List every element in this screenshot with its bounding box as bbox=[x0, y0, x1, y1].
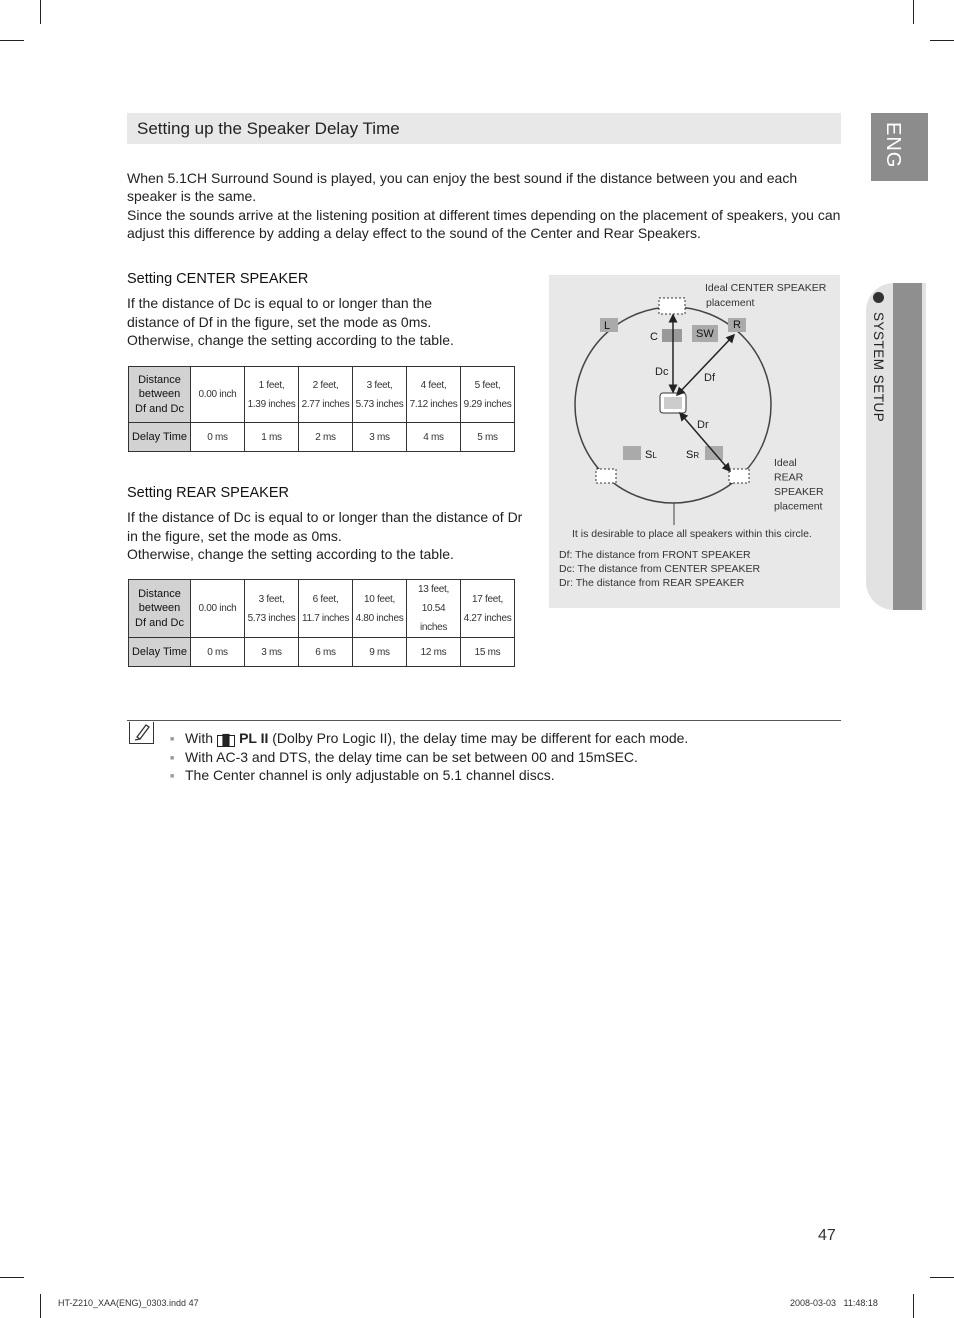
ideal-rear-right-box bbox=[729, 469, 749, 483]
ideal-center-box bbox=[659, 298, 685, 314]
crop-mark bbox=[0, 40, 24, 41]
distance-cell: 1 feet, 1.39 inches bbox=[245, 367, 299, 423]
speaker-c-icon bbox=[662, 329, 682, 342]
distance-cell: 3 feet, 5.73 inches bbox=[353, 367, 407, 423]
section-tab-strip bbox=[893, 283, 922, 610]
table-row-header: Delay Time bbox=[129, 638, 191, 667]
speaker-c-label: C bbox=[650, 331, 658, 343]
distance-cell: 4 feet, 7.12 inches bbox=[407, 367, 461, 423]
rear-delay-table bbox=[128, 579, 515, 667]
center-speaker-heading: Setting CENTER SPEAKER bbox=[127, 271, 309, 287]
note-item: ■ With AC-3 and DTS, the delay time can be set between 00 and 15mSEC. bbox=[170, 748, 688, 767]
rear-speaker-heading: Setting REAR SPEAKER bbox=[127, 485, 289, 501]
distance-cell: 0.00 inch bbox=[191, 367, 245, 423]
section-title: Setting up the Speaker Delay Time bbox=[137, 119, 400, 138]
ideal-rear-left-box bbox=[596, 469, 616, 483]
legend-df: Df: The distance from FRONT SPEAKER bbox=[559, 549, 751, 561]
delay-cell: 4 ms bbox=[407, 423, 461, 452]
delay-cell: 15 ms bbox=[461, 638, 515, 667]
distance-cell: 0.00 inch bbox=[191, 580, 245, 638]
df-label: Df bbox=[704, 372, 715, 384]
section-title-bar bbox=[127, 113, 841, 144]
dolby-icon: ▐▌ bbox=[218, 735, 234, 746]
crop-mark bbox=[930, 1277, 954, 1278]
distance-cell: 13 feet, 10.54 inches bbox=[407, 580, 461, 638]
delay-cell: 5 ms bbox=[461, 423, 515, 452]
crop-mark bbox=[40, 1294, 41, 1318]
ideal-rear-label: Ideal REAR SPEAKER placement bbox=[774, 457, 824, 513]
section-tab-label: SYSTEM SETUP bbox=[871, 312, 886, 423]
table-row-header: Distance between Df and Dc bbox=[129, 580, 191, 638]
speaker-sw-label: SW bbox=[696, 328, 714, 340]
language-tab bbox=[871, 113, 928, 181]
df-arrow bbox=[677, 335, 734, 395]
crop-mark bbox=[913, 0, 914, 24]
rear-line: If the distance of Dc is equal to or longer than the distance of Dr bbox=[127, 509, 523, 525]
delay-cell: 0 ms bbox=[191, 638, 245, 667]
speaker-r-label: R bbox=[733, 319, 741, 331]
speaker-placement-diagram bbox=[549, 275, 840, 608]
intro-text bbox=[127, 169, 841, 242]
crop-mark bbox=[913, 1294, 914, 1318]
rear-line: Otherwise, change the setting according to the table. bbox=[127, 546, 454, 562]
table-row-header: Distance between Df and Dc bbox=[129, 367, 191, 423]
footer-timestamp: 2008-03-03 11:48:18 bbox=[790, 1298, 878, 1308]
crop-mark bbox=[0, 1277, 24, 1278]
intro-paragraph: Since the sounds arrive at the listening position at different times depending on the placement of speakers, you can adjust this difference by adding a delay effect to the sound of the Center and Rear Speakers. bbox=[127, 206, 841, 241]
distance-cell: 2 feet, 2.77 inches bbox=[299, 367, 353, 423]
page-number: 47 bbox=[818, 1227, 836, 1244]
dc-label: Dc bbox=[655, 366, 669, 378]
language-tab-label: ENG bbox=[882, 122, 904, 169]
note-icon bbox=[129, 722, 154, 744]
center-line: Otherwise, change the setting according to the table. bbox=[127, 332, 454, 348]
speaker-sr-label: SR bbox=[686, 449, 700, 461]
note-item: ■ With ▐▌ PL II (Dolby Pro Logic II), the delay time may be different for each mode. bbox=[170, 729, 688, 748]
notes-list bbox=[170, 729, 688, 785]
center-line: distance of Df in the figure, set the mode as 0ms. bbox=[127, 313, 432, 330]
delay-cell: 1 ms bbox=[245, 423, 299, 452]
table-row-header: Delay Time bbox=[129, 423, 191, 452]
delay-cell: 9 ms bbox=[353, 638, 407, 667]
rear-line: in the figure, set the mode as 0ms. bbox=[127, 527, 342, 544]
circle-note: It is desirable to place all speakers within this circle. bbox=[572, 528, 812, 540]
center-delay-table bbox=[128, 366, 515, 452]
delay-cell: 3 ms bbox=[353, 423, 407, 452]
center-line: If the distance of Dc is equal to or longer than the bbox=[127, 295, 433, 311]
speaker-l-label: L bbox=[604, 320, 611, 332]
distance-cell: 3 feet, 5.73 inches bbox=[245, 580, 299, 638]
distance-cell: 5 feet, 9.29 inches bbox=[461, 367, 515, 423]
note-divider bbox=[127, 720, 841, 721]
legend-dc: Dc: The distance from CENTER SPEAKER bbox=[559, 563, 761, 575]
distance-cell: 6 feet, 11.7 inches bbox=[299, 580, 353, 638]
speaker-sl-label: SL bbox=[645, 449, 657, 461]
bullet-icon bbox=[873, 292, 884, 303]
center-speaker-text bbox=[127, 294, 527, 350]
crop-mark bbox=[40, 0, 41, 24]
crop-mark bbox=[930, 40, 954, 41]
footer-file-info: HT-Z210_XAA(ENG)_0303.indd 47 bbox=[58, 1298, 199, 1308]
ideal-center-label: Ideal CENTER SPEAKER placement bbox=[705, 282, 827, 309]
delay-cell: 12 ms bbox=[407, 638, 461, 667]
delay-cell: 2 ms bbox=[299, 423, 353, 452]
note-item: ■ The Center channel is only adjustable on 5.1 channel discs. bbox=[170, 766, 688, 785]
dr-label: Dr bbox=[697, 419, 709, 431]
delay-cell: 0 ms bbox=[191, 423, 245, 452]
distance-cell: 17 feet, 4.27 inches bbox=[461, 580, 515, 638]
intro-paragraph: When 5.1CH Surround Sound is played, you can enjoy the best sound if the distance between you and each speaker is the same. bbox=[127, 170, 798, 205]
distance-cell: 10 feet, 4.80 inches bbox=[353, 580, 407, 638]
speaker-sl-icon bbox=[623, 446, 641, 460]
rear-speaker-text bbox=[127, 508, 537, 564]
legend-dr: Dr: The distance from REAR SPEAKER bbox=[559, 577, 745, 589]
delay-cell: 3 ms bbox=[245, 638, 299, 667]
delay-cell: 6 ms bbox=[299, 638, 353, 667]
